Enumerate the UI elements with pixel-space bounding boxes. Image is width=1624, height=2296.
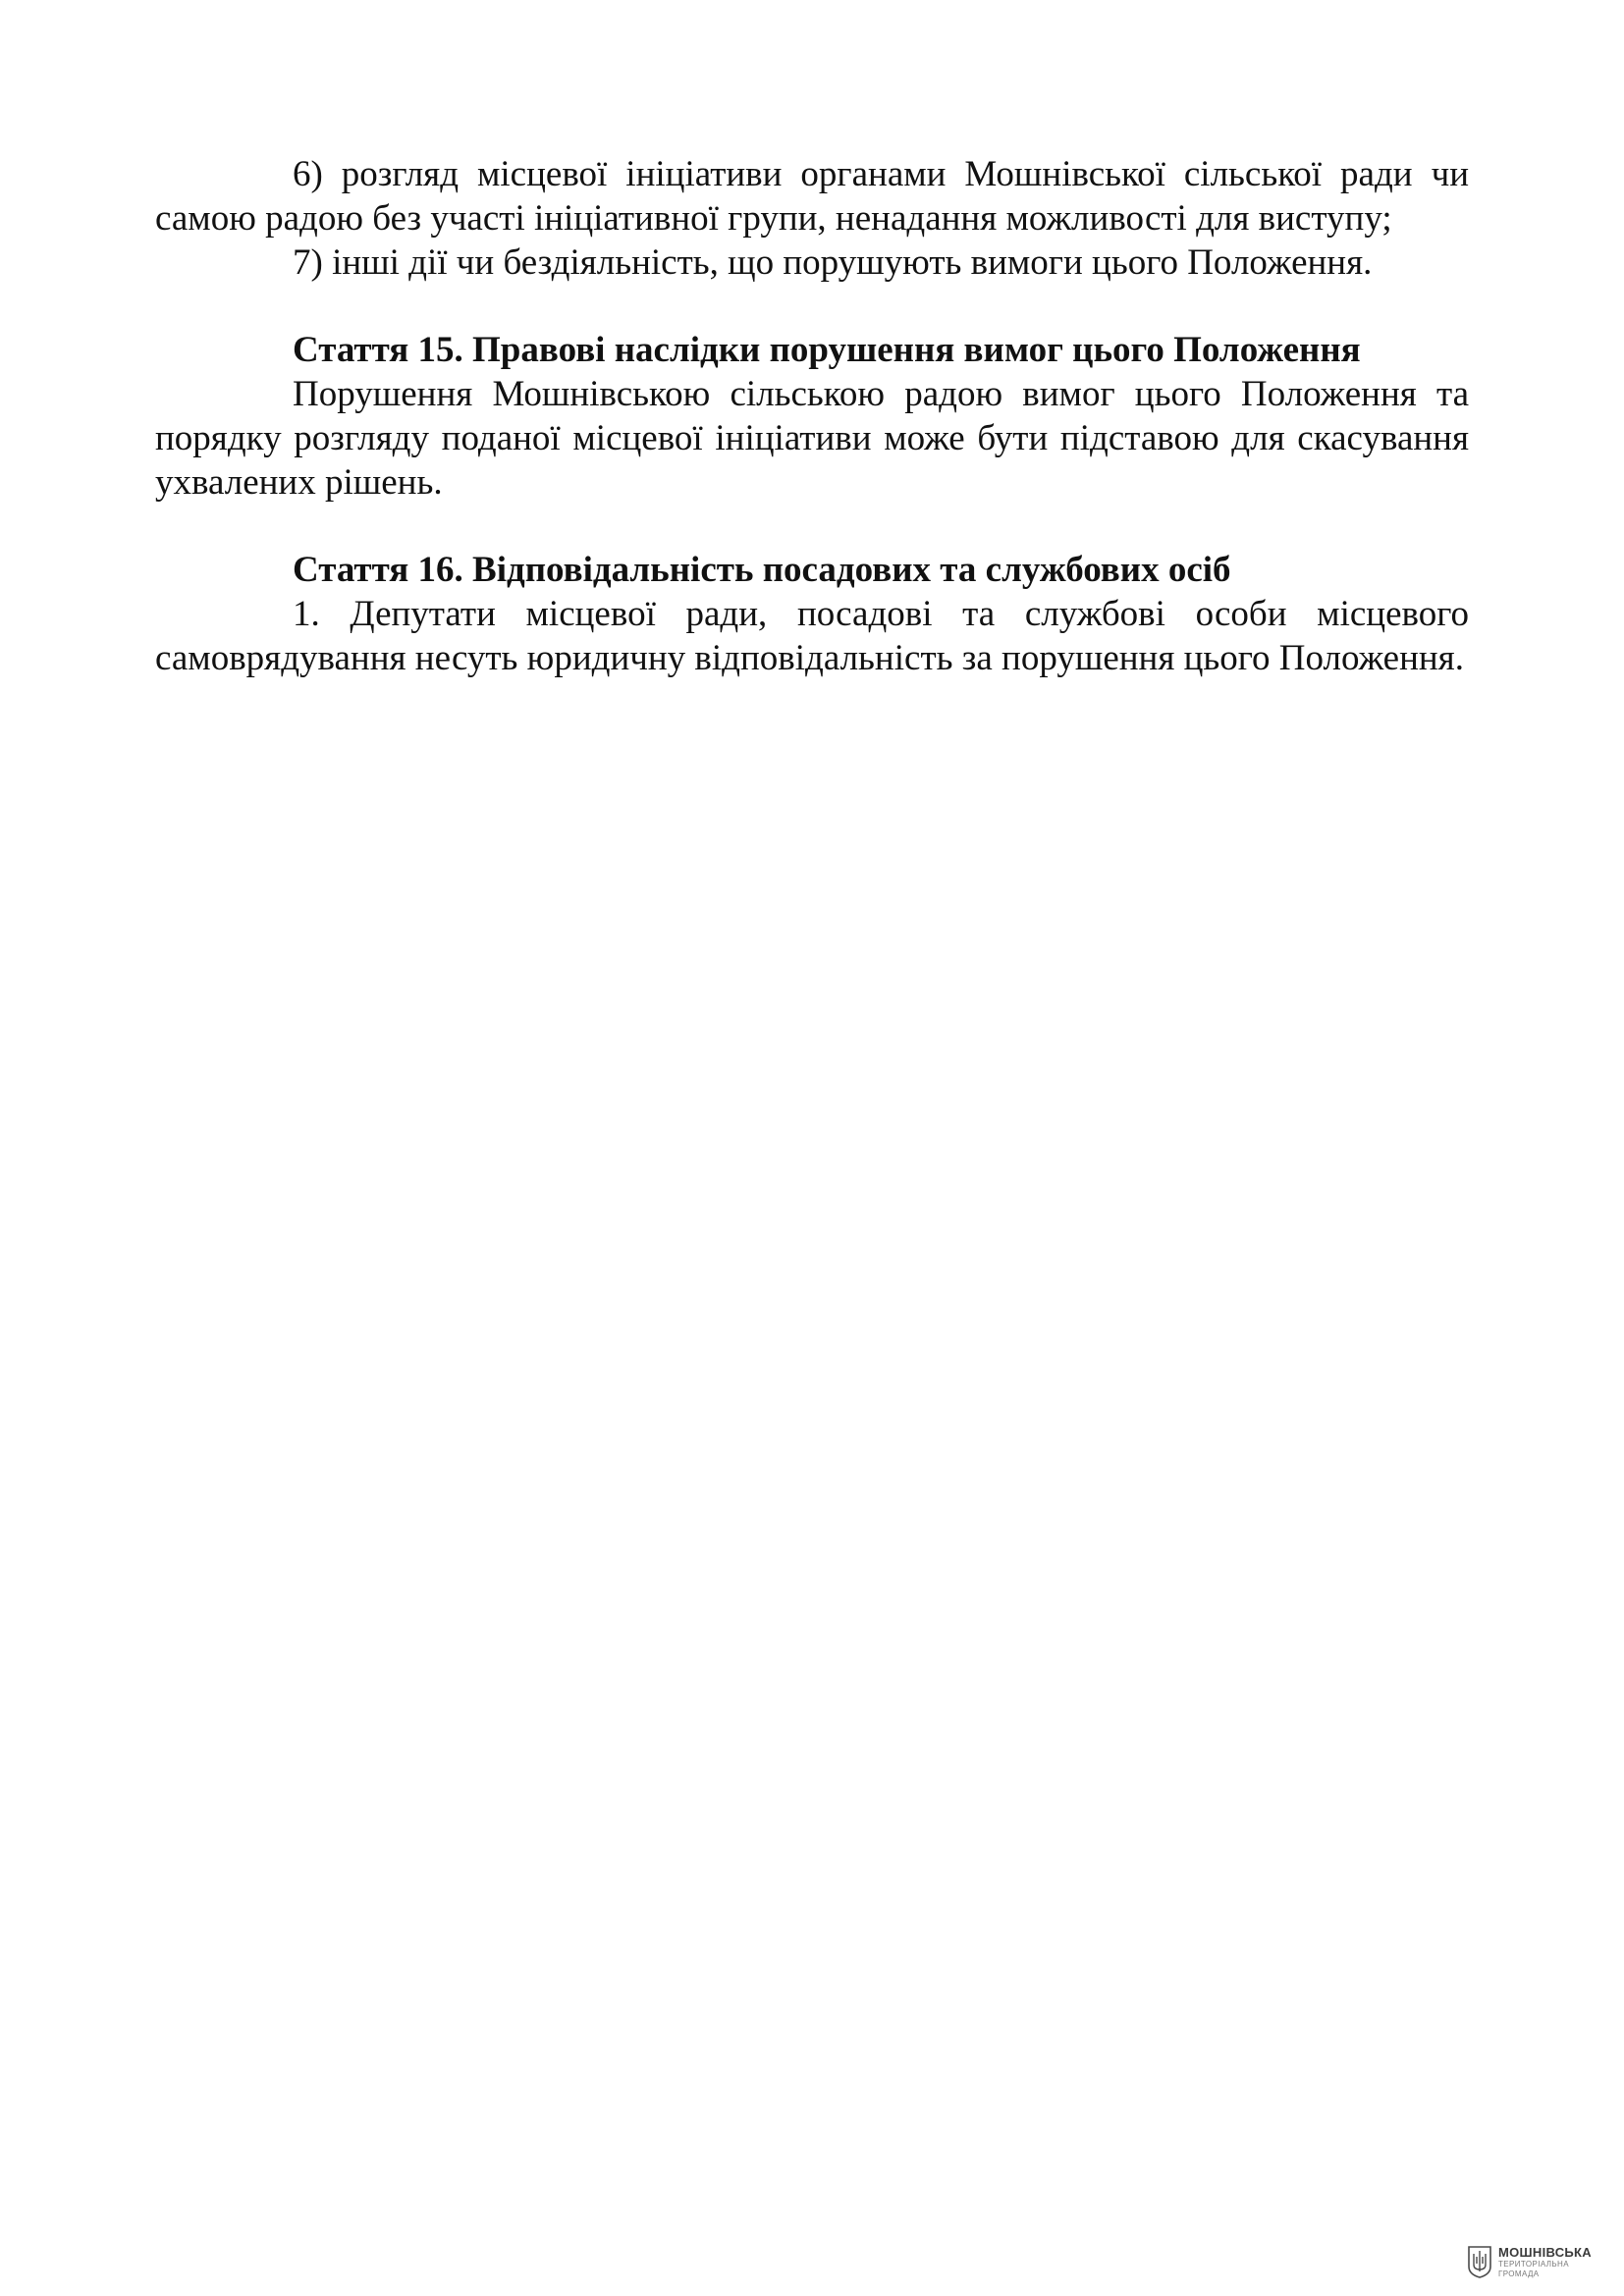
list-item-6: 6) розгляд місцевої ініціативи органами Мошнівської сільської ради чи самою радою без участі ініціативної групи, ненадання можливості для виступу; — [155, 154, 1469, 239]
article-15-heading: Стаття 15. Правові наслідки порушення вимог цього Положення — [293, 330, 1361, 370]
logo-subtitle-line-1: ТЕРИТОРІАЛЬНА — [1498, 2259, 1569, 2269]
logo-title: МОШНІВСЬКА — [1498, 2244, 1592, 2260]
article-16-heading: Стаття 16. Відповідальність посадових та службових осіб — [293, 550, 1231, 590]
article-16-body: 1. Депутати місцевої ради, посадові та службові особи місцевого самоврядування несуть юридичну відповідальність за порушення цього Положення. — [155, 594, 1469, 678]
section-spacer — [155, 285, 1469, 328]
logo-subtitle-line-2: ГРОМАДА — [1498, 2269, 1540, 2278]
document-body — [155, 152, 1469, 680]
logo-text — [1498, 2246, 1592, 2278]
article-15-body: Порушення Мошнівською сільською радою вимог цього Положення та порядку розгляду поданої місцевої ініціативи може бути підставою для скасування ухвалених рішень. — [155, 374, 1469, 503]
list-item-7: 7) інші дії чи бездіяльність, що порушують вимоги цього Положення. — [293, 242, 1373, 283]
section-spacer — [155, 505, 1469, 548]
coat-of-arms-icon — [1467, 2245, 1492, 2278]
footer-logo — [1467, 2245, 1592, 2278]
